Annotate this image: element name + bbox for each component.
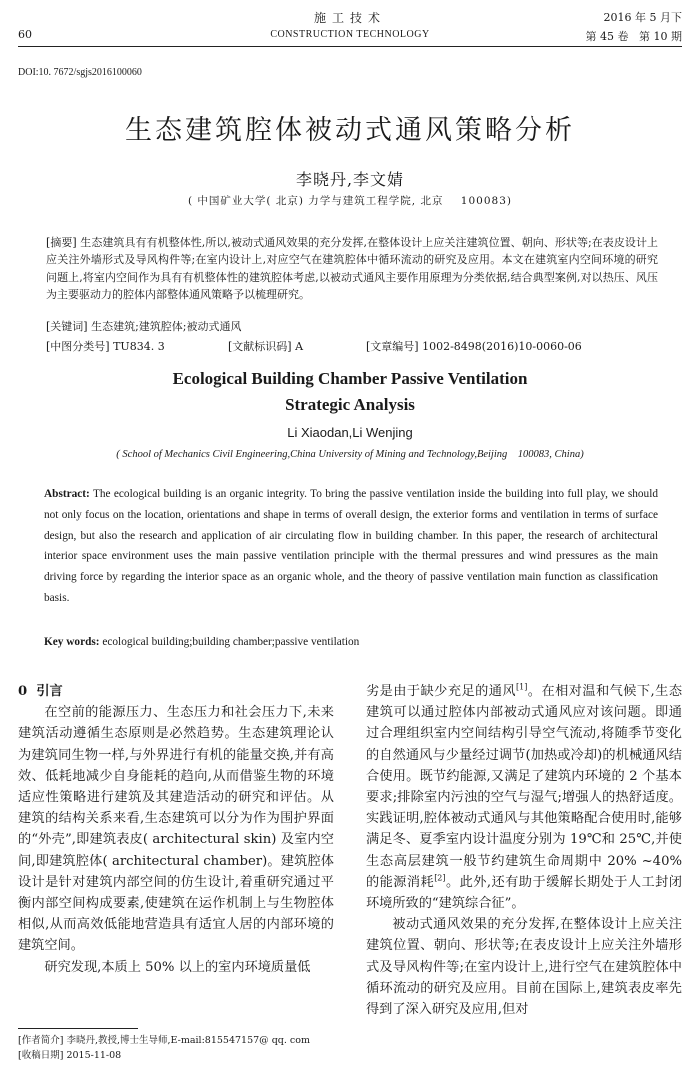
article-number-label: [文章编号] [366,340,419,353]
affiliation-en: ( School of Mechanics Civil Engineering,China University of Mining and Technology,Beijing 100083, China) [116,449,584,460]
paragraph: 被动式通风效果的充分发挥,在整体设计上应关注建筑位置、朝向、形状等;在表皮设计上应关注外墙形式及导风构件等;在室内设计上,进行空气在建筑腔体中循环流动的研究及应用。目前在国际上,建筑表皮率先得到了深入研究及应用,但对 [366,917,682,1018]
keywords-en-text: ecological building;building chamber;passive ventilation [102,636,360,648]
citation-ref[interactable]: [1] [516,682,528,692]
doi: DOI:10. 7672/sgjs2016100060 [18,67,142,78]
authors-en: Li Xiaodan,Li Wenjing [287,425,413,440]
section-heading-intro: 0 引言 [18,684,63,699]
article-number [366,338,582,354]
body-right-column [366,681,682,1020]
abstract-cn-label: [摘要] [46,236,77,249]
doc-code-value: A [295,340,304,353]
footnote-author-label: [作者简介] [18,1035,64,1046]
paragraph-text: 劣是由于缺少充足的通风 [366,684,517,699]
abstract-en-text: The ecological building is an organic integrity. To bring the passive ventilation inside the building into full play, we should not only focus on the location, orientations and shape in terms of overall design, the exterior forms and ventilation in terms of surface design, but also the research and application of air circulating flow in building chamber. In this paper, the research of architectural interior space environment uses the main passive ventilation principle with the thermal pressures and wind pressures as the main driving force by regarding the interior space as an organic whole, and the theory of passive ventilation main function as classification basis. [44,488,658,604]
keywords-en-label: Key words: [44,636,100,648]
issue-date: 2016 年 5 月下 [603,11,682,24]
clc-number [46,338,165,354]
abstract-en [44,484,658,609]
journal-title-cn: 施工技术 [313,11,386,25]
journal-title-en: CONSTRUCTION TECHNOLOGY [270,29,430,40]
paragraph: 研究发现,本质上 50% 以上的室内环境质量低 [44,959,311,975]
paragraph-text: 。在相对温和气候下,生态建筑可以通过腔体内部被动式通风应对该问题。即通过合理组织室内空间结构引导空气流动,将随季节变化的自然通风与少量经过调节(加热或冷却)的机械通风结合使用。既节约能源,又满足了建筑内环境的 2 个基本要求;排除室内污浊的空气与湿气;增强人的热舒适度。实践证明,腔体被动式通风与其他策略配合使用时,能够满足冬、夏季室内设计温度分别为 19℃和 25℃,并使生态高层建筑一般节约建筑生命周期中 20% ~40% 的能源消耗 [366,684,683,890]
affiliation-cn: ( 中国矿业大学( 北京) 力学与建筑工程学院, 北京 100083) [187,195,512,207]
body-left-column [18,681,334,978]
title-cn: 生态建筑腔体被动式通风策略分析 [125,115,575,146]
title-en [0,366,700,418]
header-rule [18,46,682,47]
abstract-cn [46,234,658,303]
footnote-received-text: 2015-11-08 [66,1050,122,1061]
authors-cn: 李晓丹,李文婧 [295,170,405,189]
article-number-value: 1002-8498(2016)10-0060-06 [422,340,582,353]
doc-code-label: [文献标识码] [228,340,292,353]
keywords-cn-label: [关键词] [46,320,88,333]
clc-label: [中图分类号] [46,340,110,353]
footnote-rule [18,1028,138,1029]
keywords-en [44,636,359,648]
title-en-line1: Ecological Building Chamber Passive Ventilation [172,369,528,388]
volume-issue: 第 45 卷 第 10 期 [585,30,682,43]
clc-value: TU834. 3 [113,340,165,353]
citation-ref[interactable]: [2] [434,873,446,883]
abstract-cn-text: 生态建筑具有有机整体性,所以,被动式通风效果的充分发挥,在整体设计上应关注建筑位置、朝向、形状等;在表皮设计上应关注外墙形式及导风构件等;在室内设计上,对应空气在建筑腔体中循环流动的研究及应用。本文在建筑室内空间环境的研究问题上,将室内空间作为具有有机整体性的建筑腔体考虑,以被动式通风主要作用原理为分类依据,结合典型案例,对以热压、风压为主要驱动力的腔体内部整体通风策略予以梳理研究。 [46,236,658,301]
abstract-en-label: Abstract: [44,488,90,500]
paragraph-text: 。此外,还有助于缓解长期处于人工封闭环境所致的“建筑综合征”。 [366,874,682,912]
paragraph [366,681,682,914]
footnote-received [18,1047,121,1061]
paragraph: 在空前的能源压力、生态压力和社会压力下,未来建筑活动遵循生态原则是必然趋势。生态建筑理论认为建筑同生物一样,与外界进行有机的能量交换,并有高效、低耗地减少自身能耗的趋向,从而借鉴生物的环境适应性策略进行建筑及其建造活动的研究和评估。从建筑的结构关系来看,生态建筑可以分为作为围护界面的“外壳”,即建筑表皮( architectural skin) 及室内空间,即建筑腔体( architectural chamber)。建筑腔体设计是针对建筑内部空间的仿生设计,着重研究通过平衡内部空间构成要素,使建筑在运作机制上与生物腔体相似,从而高效低能地营造具有适宜人居的内部环境的建筑空间。 [18,705,334,954]
title-en-line2: Strategic Analysis [285,395,415,414]
page-number: 60 [18,28,32,41]
keywords-cn [46,318,242,334]
keywords-cn-text: 生态建筑;建筑腔体;被动式通风 [91,320,242,333]
footnote-received-label: [收稿日期] [18,1050,64,1061]
footnote-author [18,1032,310,1046]
doc-code [228,338,303,354]
footnote-author-text: 李晓丹,教授,博士生导师,E-mail:815547157@ qq. com [66,1035,310,1046]
